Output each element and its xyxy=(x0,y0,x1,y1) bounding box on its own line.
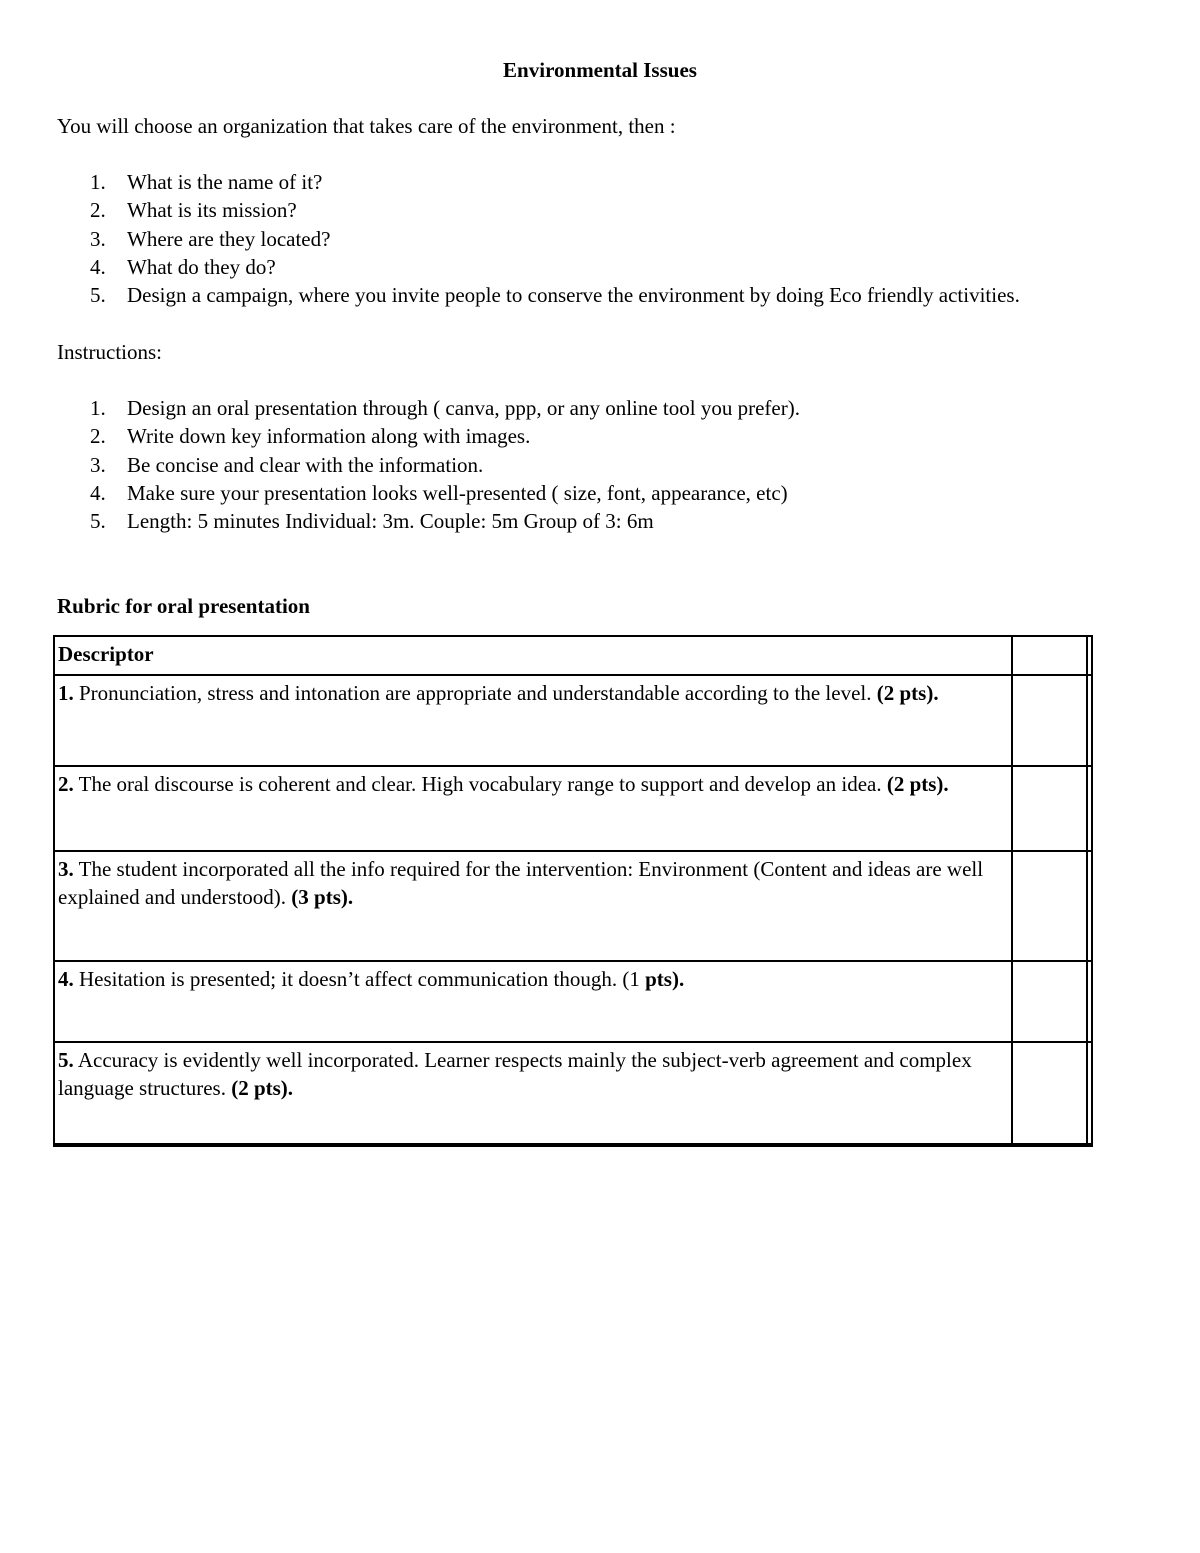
rubric-row-points: (3 pts). xyxy=(291,885,354,909)
list-item xyxy=(90,253,1020,281)
rubric-descriptor xyxy=(58,855,1013,911)
rubric-row-number: 1. xyxy=(58,681,74,705)
rubric-row-text: The student incorporated all the info required for the intervention: Environment (Content and ideas are well explained and understood). xyxy=(58,857,984,909)
list-text: Where are they located? xyxy=(127,226,331,251)
rubric-header-row xyxy=(55,637,1091,676)
rubric-row-number: 5. xyxy=(58,1048,74,1072)
table-row xyxy=(55,1043,1091,1145)
table-row xyxy=(55,852,1091,962)
rubric-row-points: (2 pts). xyxy=(886,772,949,796)
list-text: What is its mission? xyxy=(127,198,297,223)
list-text: Write down key information along with images. xyxy=(127,424,531,449)
rubric-descriptor xyxy=(58,770,1013,798)
rubric-row-points: pts). xyxy=(645,967,685,991)
list-number: 1. xyxy=(90,170,106,194)
list-item xyxy=(90,507,800,535)
rubric-row-text: Accuracy is evidently well incorporated. Learner respects mainly the subject-verb agreement and complex language structures. xyxy=(58,1048,972,1100)
rubric-row-text: The oral discourse is coherent and clear. High vocabulary range to support and develop an idea. xyxy=(73,772,887,796)
list-text: Length: 5 minutes Individual: 3m. Couple: 5m Group of 3: 6m xyxy=(127,509,654,534)
rubric-header-descriptor: Descriptor xyxy=(58,642,154,666)
rubric-row-number: 2. xyxy=(58,772,74,796)
list-item xyxy=(90,451,800,479)
table-row xyxy=(55,676,1091,767)
instructions-list xyxy=(90,394,800,535)
rubric-row-text: Hesitation is presented; it doesn’t affect communication though. (1 xyxy=(73,967,646,991)
questions-list xyxy=(90,168,1020,309)
rubric-row-number: 3. xyxy=(58,857,74,881)
list-item xyxy=(90,394,800,422)
list-item xyxy=(90,168,1020,196)
list-item xyxy=(90,281,1020,309)
list-number: 4. xyxy=(90,480,106,505)
rubric-row-number: 4. xyxy=(58,967,74,991)
list-text: Be concise and clear with the information. xyxy=(127,452,484,477)
rubric-row-points: (2 pts). xyxy=(876,681,939,705)
rubric-descriptor xyxy=(58,1046,1013,1102)
instructions-label: Instructions: xyxy=(57,340,162,364)
table-row xyxy=(55,767,1091,852)
list-text: Make sure your presentation looks well-presented ( size, font, appearance, etc) xyxy=(127,480,788,505)
list-text: What is the name of it? xyxy=(127,170,323,194)
table-row xyxy=(55,962,1091,1043)
list-number: 3. xyxy=(90,226,106,251)
list-number: 5. xyxy=(90,283,106,308)
rubric-descriptor xyxy=(58,679,1013,707)
list-text: Design a campaign, where you invite people to conserve the environment by doing Eco friendly activities. xyxy=(127,283,1020,308)
list-number: 5. xyxy=(90,509,106,534)
rubric-title: Rubric for oral presentation xyxy=(57,594,310,618)
list-item xyxy=(90,422,800,450)
rubric-row-points: (2 pts). xyxy=(231,1076,294,1100)
rubric-table xyxy=(53,635,1093,1147)
list-item xyxy=(90,225,1020,253)
list-number: 3. xyxy=(90,452,106,477)
list-number: 4. xyxy=(90,254,106,279)
list-number: 1. xyxy=(90,396,106,420)
list-text: What do they do? xyxy=(127,254,276,279)
rubric-descriptor xyxy=(58,965,1013,993)
document-title: Environmental Issues xyxy=(503,58,697,82)
list-text: Design an oral presentation through ( canva, ppp, or any online tool you prefer). xyxy=(127,396,800,420)
score-column-divider xyxy=(1011,637,1013,1145)
list-item xyxy=(90,479,800,507)
list-item xyxy=(90,196,1020,224)
intro-text: You will choose an organization that takes care of the environment, then : xyxy=(57,114,676,138)
list-number: 2. xyxy=(90,424,106,449)
rubric-row-text: Pronunciation, stress and intonation are appropriate and understandable according to the level. xyxy=(73,681,877,705)
list-number: 2. xyxy=(90,198,106,223)
table-right-border xyxy=(1086,637,1088,1145)
